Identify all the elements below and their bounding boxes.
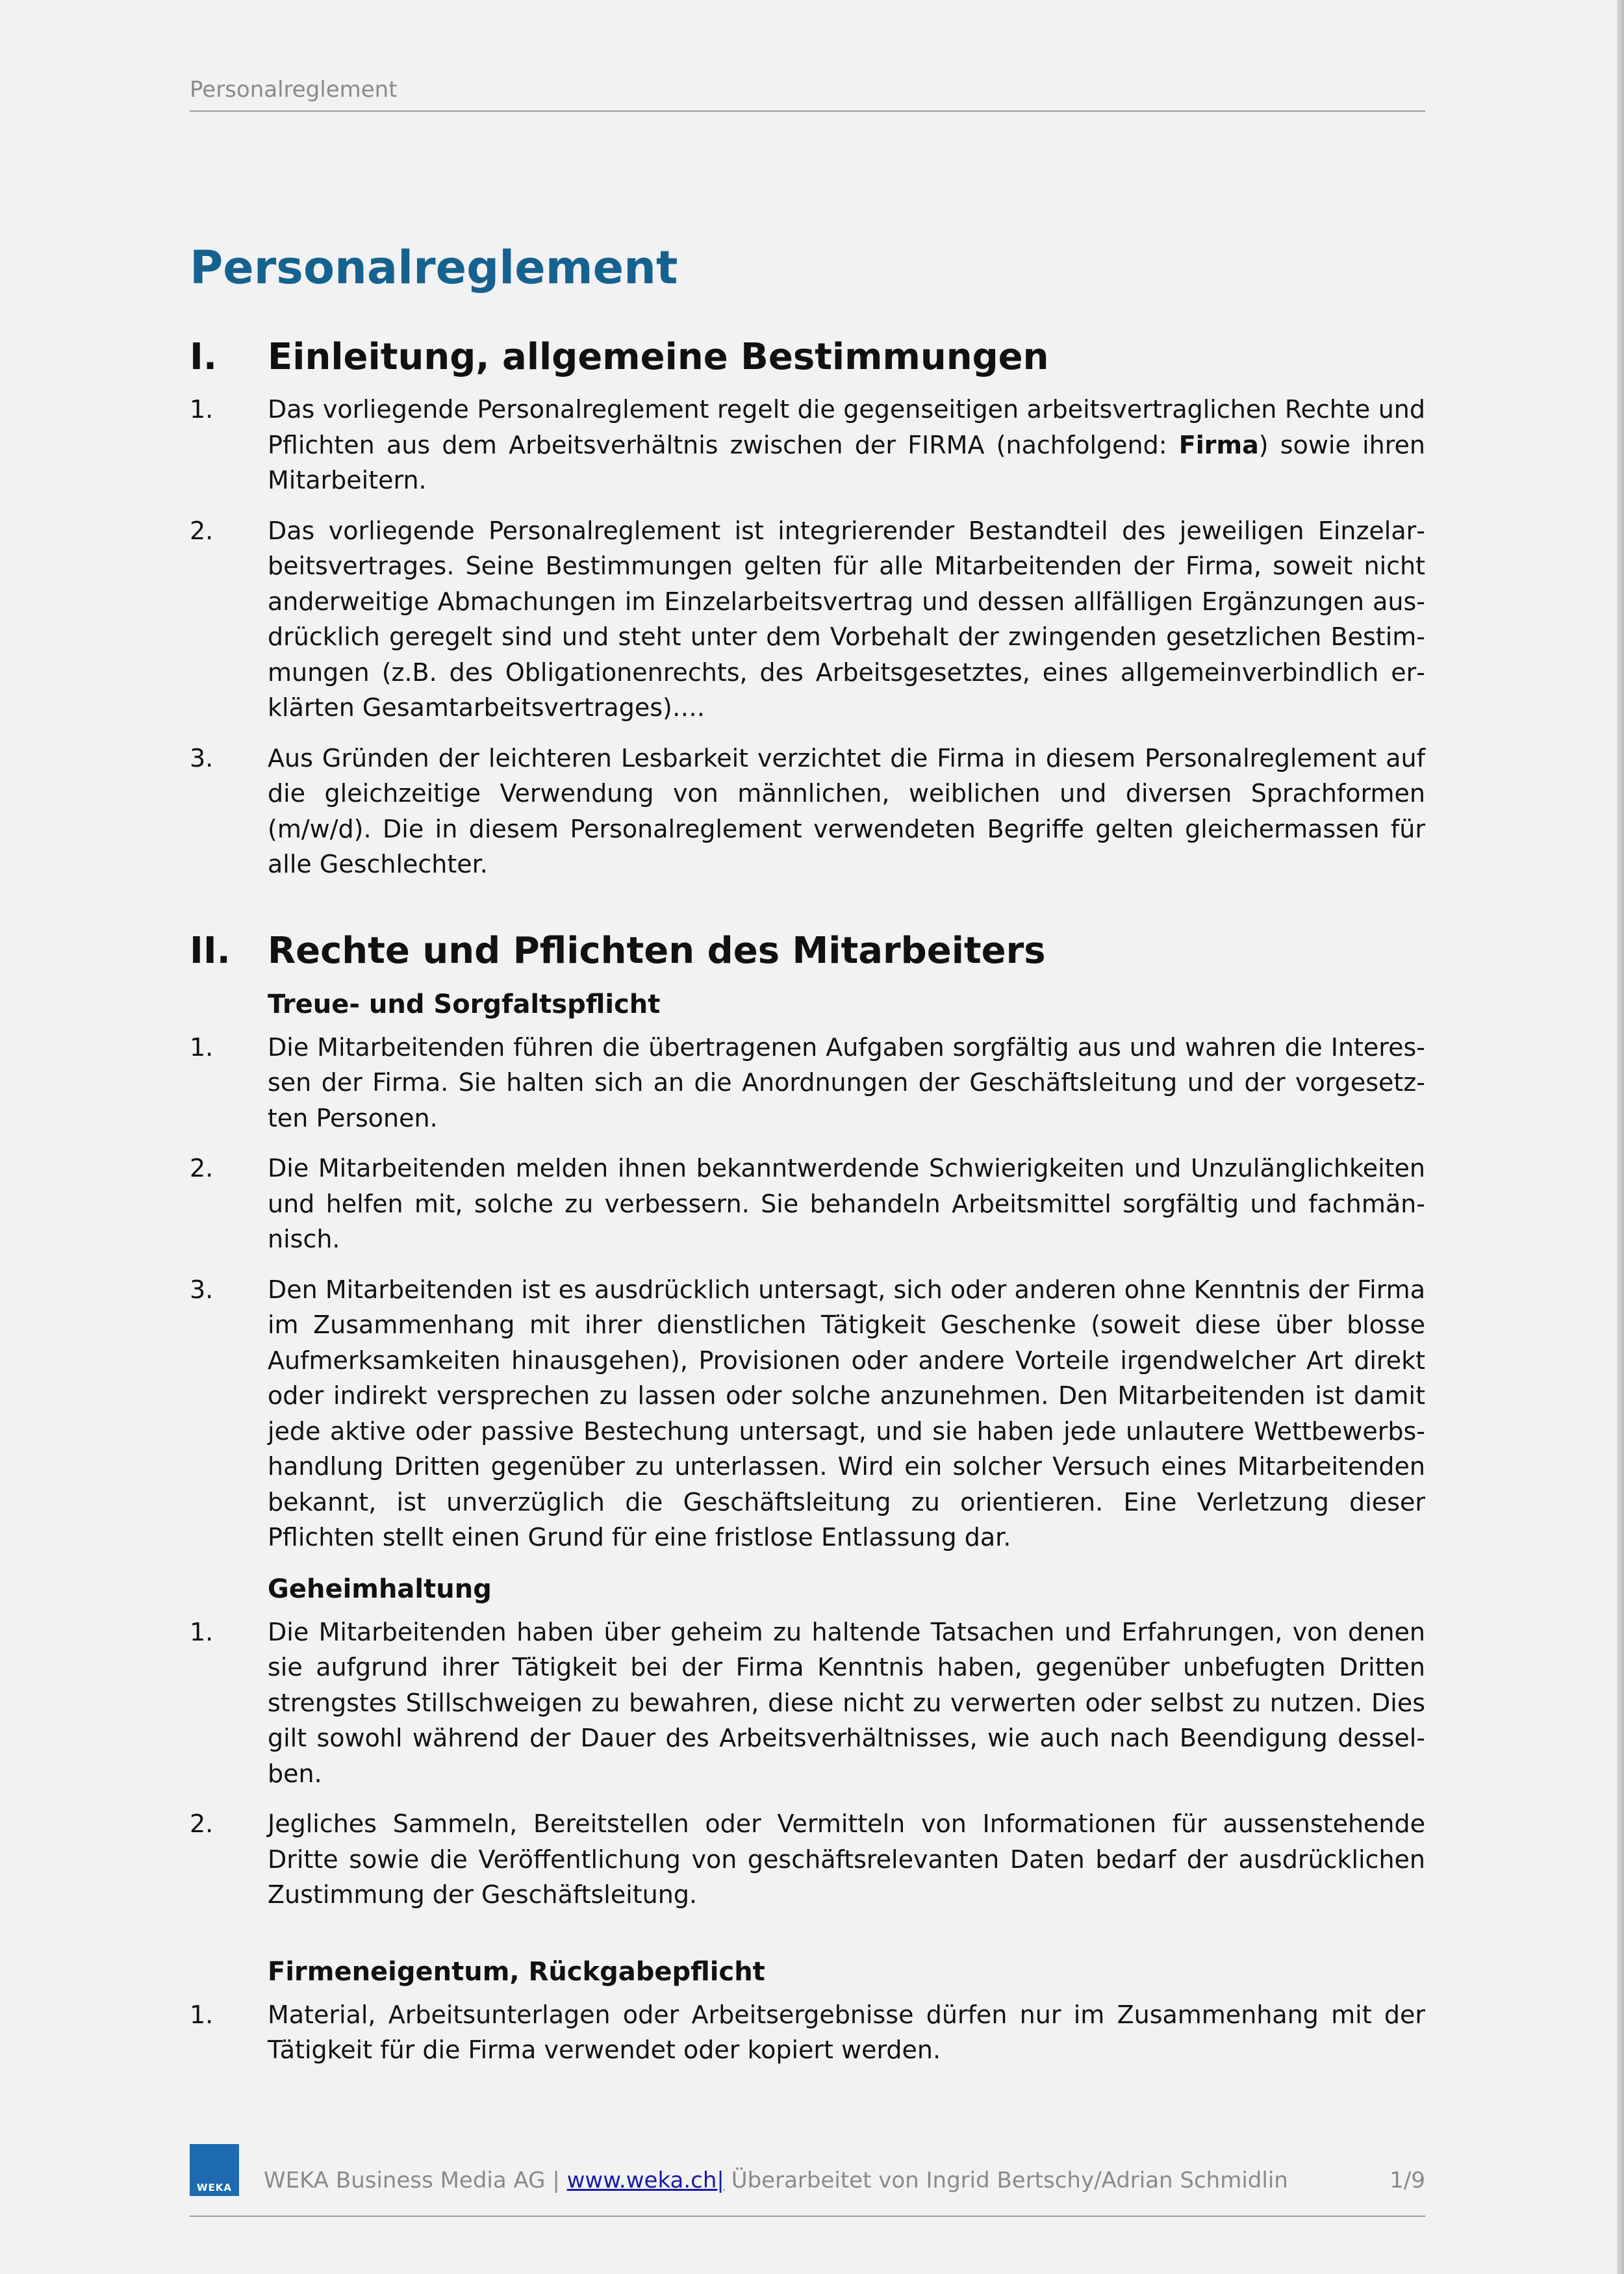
- list-item: [190, 1615, 1425, 1792]
- document-title: Personalreglement: [190, 241, 678, 294]
- list-item: [190, 1997, 1425, 2068]
- section-title: Rechte und Pflichten des Mitarbeiters: [268, 929, 1046, 972]
- list-item: [190, 741, 1425, 882]
- subsection-heading: Geheimhaltung: [268, 1574, 492, 1604]
- item-text: Die Mitarbeitenden haben über geheim zu haltende Tatsachen und Erfahrungen, von denen sie aufgrund ihrer Tätigkeit bei der Firma Kenntnis haben, gegenüber unbefugten Dritten strengstes Stillschweigen zu bewahren, diese nicht zu verwerten oder selbst zu nutzen. Dies gilt sowohl während der Dauer des Arbeitsverhältnisses, wie auch nach Beendigung desselben.: [268, 1617, 1425, 1788]
- item-number: 1.: [190, 1032, 214, 1062]
- section-heading: [190, 328, 1425, 387]
- item-text: Die Mitarbeitenden führen die übertragenen Aufgaben sorgfältig aus und wahren die Interessen der Firma. Sie halten sich an die Anordnungen der Geschäftsleitung und der vorgesetzten Personen.: [268, 1032, 1425, 1132]
- section-title: Einleitung, allgemeine Bestimmungen: [268, 336, 1049, 378]
- list-item: [190, 513, 1425, 726]
- publisher-text: WEKA Business Media AG |: [264, 2167, 567, 2193]
- item-text: Den Mitarbeitenden ist es ausdrücklich untersagt, sich oder anderen ohne Kenntnis der Firma im Zusammenhang mit ihrer dienstlichen Tätigkeit Geschenke (soweit diese über blosse Aufmerksamkeiten hinausgehen), Provisionen oder andere Vorteile irgendwelcher Art direkt oder indirekt versprechen zu lassen oder solche anzunehmen. Den Mitarbeitenden ist damit jede aktive oder passive Bestechung untersagt, und sie haben jede unlautere Wettbewerbshandlung Dritten gegenüber zu unterlassen. Wird ein solcher Versuch eines Mitarbeitenden bekannt, ist unverzüglich die Geschäftsleitung zu orientieren. Eine Verletzung dieser Pflichten stellt einen Grund für eine fristlose Entlassung dar.: [268, 1275, 1425, 1552]
- list-item: [190, 1030, 1425, 1136]
- website-link[interactable]: www.weka.ch|: [566, 2167, 724, 2193]
- item-number: 1.: [190, 1617, 214, 1646]
- page-footer: [190, 2144, 1425, 2217]
- section-number: I.: [190, 336, 218, 378]
- subsection-heading: Firmeneigentum, Rückgabepflicht: [268, 1956, 765, 1987]
- document-body: [190, 328, 1425, 2083]
- item-number: 2.: [190, 1809, 214, 1838]
- footer-text: [264, 2165, 1288, 2196]
- item-number: 2.: [190, 1154, 214, 1182]
- item-text: Das vorliegende Personalreglement ist integrierender Bestandteil des jeweiligen Einzelarbeitsvertrages. Seine Bestimmungen gelten für alle Mitarbeitenden der Firma, soweit nicht anderweitige Abmachungen im Einzelarbeitsvertrag und dessen allfälligen Ergänzungen ausdrücklich geregelt sind und steht unter dem Vorbehalt der zwingenden gesetzlichen Bestimmungen (z.B. des Obligationenrechts, des Arbeitsgesetztes, eines allgemeinverbindlich erklärten Gesamtarbeitsvertrages)….: [268, 516, 1425, 722]
- section-heading: [190, 922, 1425, 980]
- revision-text: Überarbeitet von Ingrid Bertschy/Adrian Schmidlin: [724, 2167, 1288, 2193]
- item-text: Das vorliegende Personalreglement regelt die gegenseitigen arbeitsvertraglichen Rechte und Pflichten aus dem Arbeitsverhältnis zwischen der FIRMA (nachfolgend: Firma) sowie ihren Mitarbeitern.: [268, 395, 1425, 494]
- list-item: [190, 1272, 1425, 1555]
- section-number: II.: [190, 929, 231, 972]
- page-header: [190, 73, 1425, 112]
- list-item: [190, 1151, 1425, 1257]
- item-number: 1.: [190, 395, 214, 424]
- page-edge-shadow: [1617, 0, 1624, 2274]
- item-number: 2.: [190, 516, 214, 545]
- list-item: [190, 392, 1425, 498]
- item-text: Die Mitarbeitenden melden ihnen bekanntwerdende Schwierigkeiten und Unzulänglichkeiten und helfen mit, solche zu verbessern. Sie behandeln Arbeitsmittel sorgfältig und fachmännisch.: [268, 1154, 1425, 1253]
- weka-logo: [190, 2144, 239, 2196]
- item-text: Material, Arbeitsunterlagen oder Arbeitsergebnisse dürfen nur im Zusammenhang mit der Tätigkeit für die Firma verwendet oder kopiert werden.: [268, 2000, 1425, 2064]
- item-number: 1.: [190, 2000, 214, 2029]
- subsection-heading: Treue- und Sorgfaltspflicht: [268, 989, 661, 1019]
- bold-term: Firma: [1178, 430, 1259, 459]
- item-text: Jegliches Sammeln, Bereitstellen oder Vermitteln von Informationen für aussenstehende Dritte sowie die Veröffentlichung von geschäftsrelevanten Daten bedarf der ausdrücklichen Zustimmung der Geschäftsleitung.: [268, 1809, 1425, 1909]
- logo-text: WEKA: [196, 2182, 233, 2193]
- running-title: Personalreglement: [190, 77, 398, 103]
- page-number: 1/9: [1389, 2167, 1425, 2193]
- item-text: Aus Gründen der leichteren Lesbarkeit verzichtet die Firma in diesem Personalreglement auf die gleichzeitige Verwendung von männlichen, weiblichen und diversen Sprachformen (m/w/d). Die in diesem Personalreglement verwendeten Begriffe gelten gleichermassen für alle Geschlechter.: [268, 743, 1425, 878]
- item-number: 3.: [190, 1275, 214, 1304]
- item-number: 3.: [190, 743, 214, 773]
- list-item: [190, 1806, 1425, 1913]
